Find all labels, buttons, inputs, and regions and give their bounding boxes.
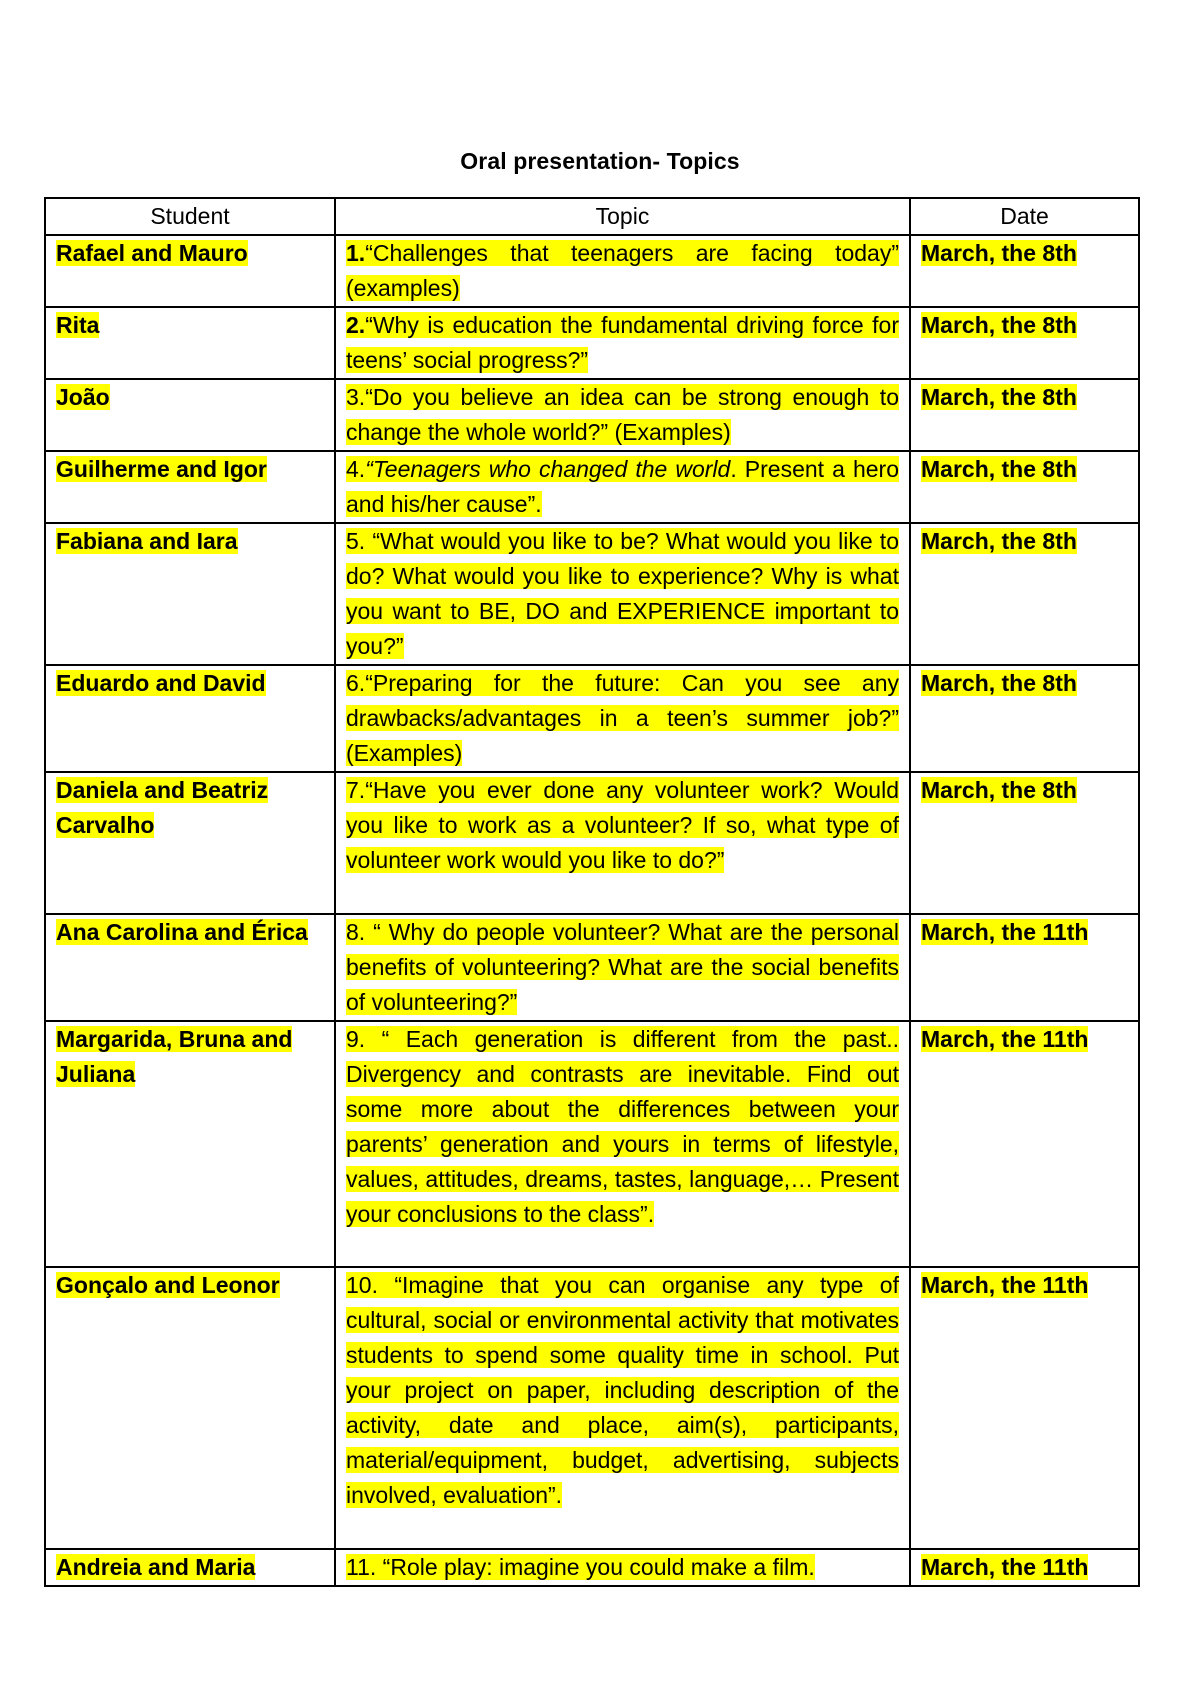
- topic-cell: 4.“Teenagers who changed the world. Present a hero and his/her cause”.: [335, 451, 910, 523]
- table-row: [45, 235, 1139, 307]
- table-row: [45, 307, 1139, 379]
- date-cell: March, the 8th: [910, 772, 1139, 914]
- date-cell: March, the 8th: [910, 379, 1139, 451]
- table-row: [45, 1549, 1139, 1586]
- student-cell: Guilherme and Igor: [45, 451, 335, 523]
- date-cell: March, the 11th: [910, 1549, 1139, 1586]
- topic-cell: 7.“Have you ever done any volunteer work? Would you like to work as a volunteer? If so, what type of volunteer work would you like to do?”: [335, 772, 910, 914]
- topics-table: [44, 197, 1140, 1587]
- topic-cell: 3.“Do you believe an idea can be strong enough to change the whole world?” (Examples): [335, 379, 910, 451]
- student-cell: Rafael and Mauro: [45, 235, 335, 307]
- topic-cell: 10. “Imagine that you can organise any type of cultural, social or environmental activity that motivates students to spend some quality time in school. Put your project on paper, including description of the activity, date and place, aim(s), participants, material/equipment, budget, advertising, subjects involved, evaluation”.: [335, 1267, 910, 1549]
- table-row: [45, 379, 1139, 451]
- header-row: [45, 198, 1139, 235]
- date-cell: March, the 8th: [910, 451, 1139, 523]
- student-cell: Rita: [45, 307, 335, 379]
- student-cell: João: [45, 379, 335, 451]
- topic-cell: 1.“Challenges that teenagers are facing today” (examples): [335, 235, 910, 307]
- page-title: Oral presentation- Topics: [460, 148, 740, 174]
- topic-cell: 2.“Why is education the fundamental driving force for teens’ social progress?”: [335, 307, 910, 379]
- table-row: [45, 665, 1139, 772]
- topic-cell: 11. “Role play: imagine you could make a film.: [335, 1549, 910, 1586]
- date-cell: March, the 8th: [910, 665, 1139, 772]
- date-cell: March, the 8th: [910, 523, 1139, 665]
- student-cell: Fabiana and Iara: [45, 523, 335, 665]
- student-cell: Andreia and Maria: [45, 1549, 335, 1586]
- topic-cell: 5. “What would you like to be? What would you like to do? What would you like to experience? Why is what you want to BE, DO and EXPERIENCE important to you?”: [335, 523, 910, 665]
- table-row: [45, 523, 1139, 665]
- student-cell: Gonçalo and Leonor: [45, 1267, 335, 1549]
- header-student: Student: [45, 198, 335, 235]
- student-cell: Daniela and Beatriz Carvalho: [45, 772, 335, 914]
- header-date: Date: [910, 198, 1139, 235]
- topic-cell: 6.“Preparing for the future: Can you see any drawbacks/advantages in a teen’s summer job?” (Examples): [335, 665, 910, 772]
- table-row: [45, 914, 1139, 1021]
- student-cell: Ana Carolina and Érica: [45, 914, 335, 1021]
- table-row: [45, 451, 1139, 523]
- date-cell: March, the 11th: [910, 1021, 1139, 1267]
- header-topic: Topic: [335, 198, 910, 235]
- date-cell: March, the 11th: [910, 914, 1139, 1021]
- table-row: [45, 1267, 1139, 1549]
- date-cell: March, the 11th: [910, 1267, 1139, 1549]
- date-cell: March, the 8th: [910, 235, 1139, 307]
- table-row: [45, 1021, 1139, 1267]
- date-cell: March, the 8th: [910, 307, 1139, 379]
- topic-cell: 8. “ Why do people volunteer? What are the personal benefits of volunteering? What are the social benefits of volunteering?”: [335, 914, 910, 1021]
- topic-cell: 9. “ Each generation is different from the past.. Divergency and contrasts are inevitable. Find out some more about the differences between your parents’ generation and yours in terms of lifestyle, values, attitudes, dreams, tastes, language,… Present your conclusions to the class”.: [335, 1021, 910, 1267]
- student-cell: Margarida, Bruna and Juliana: [45, 1021, 335, 1267]
- student-cell: Eduardo and David: [45, 665, 335, 772]
- table-row: [45, 772, 1139, 914]
